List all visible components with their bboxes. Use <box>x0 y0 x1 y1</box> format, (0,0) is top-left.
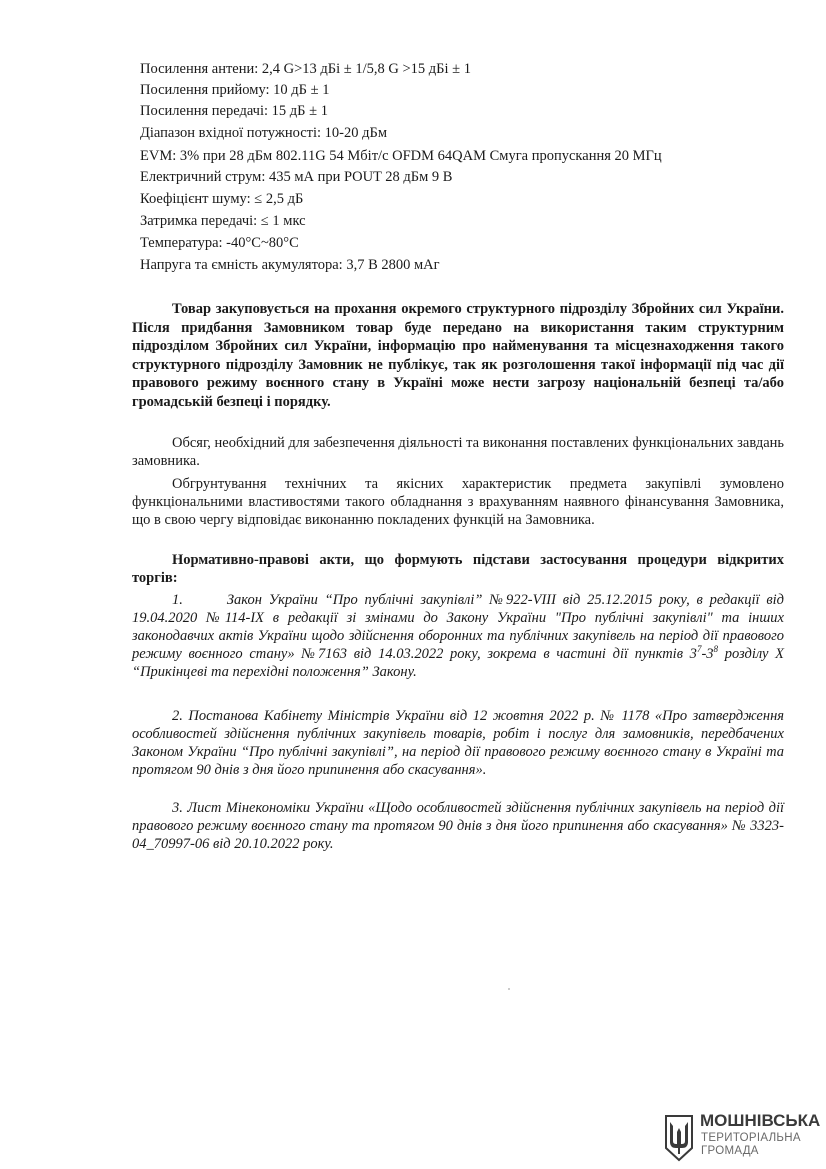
procurement-notice: Товар закуповується на прохання окремого структурного підрозділу Збройних сил України. Після придбання Замовником товар буде передано на використання таким структурним підрозділом Збройних сил України, інформацію про найменування та місцезнаходження такого структурного підрозділу Замовник не публікує, так як розголошення такої інформації під час дії правового режиму воєнного стану в Україні може нести загрозу національній безпеці та/або громадській безпеці і порядку. <box>132 301 784 410</box>
spec-transmit-gain: Посилення передачі: 15 дБ ± 1 <box>140 103 328 119</box>
spec-battery: Напруга та ємність акумулятора: 3,7 В 2800 мАг <box>140 257 440 273</box>
justification-paragraph: Обгрунтування технічних та якісних характеристик предмета закупівлі зумовлено функціональними властивостями такого обладнання з врахуванням наявного фінансування Замовника, що в свою чергу відповідає виконанню покладених функцій на Замовника. <box>132 476 784 528</box>
logo-title: МОШНІВСЬКА <box>700 1111 821 1130</box>
legal-act-item-1-dash: -3 <box>701 646 714 662</box>
legal-act-item-1 <box>132 591 784 681</box>
legal-act-item-1-text: Закон України “Про публічні закупівлі” №922-VIII від 25.12.2015 року, в редакції від 19.04.2020 №114-IX в редакції зі змінами до Закону України "Про публічні закупівлі" та інших законодавчих актів України щодо здійснення оборонних та публічних закупівель на період дії правового режиму воєнного стану» №7163 від 14.03.2022 року, зокрема в частині дії пунктів 3 <box>132 592 784 662</box>
spec-input-power-range: Діапазон вхідної потужності: 10-20 дБм <box>140 125 388 141</box>
spec-transmit-delay: Затримка передачі: ≤ 1 мкс <box>140 213 306 229</box>
spec-evm: EVM: 3% при 28 дБм 802.11G 54 Мбіт/с OFDM 64QAM Смуга пропускання 20 МГц <box>140 148 662 164</box>
trident-emblem-icon <box>664 1114 694 1162</box>
logo-subtitle-line-1: ТЕРИТОРІАЛЬНА <box>701 1132 801 1144</box>
scan-speck <box>508 988 510 990</box>
legal-act-item-2: 2. Постанова Кабінету Міністрів України від 12 жовтня 2022 р. № 1178 «Про затвердження особливостей здійснення публічних закупівель товарів, робіт і послуг для замовників, передбачених Законом України “Про публічні закупівлі”, на період дії правового режиму воєнного стану в Україні та протягом 90 днів з дня його припинення або скасування». <box>132 708 784 778</box>
superscript-8: 8 <box>713 644 719 655</box>
spec-antenna-gain: Посилення антени: 2,4 G>13 дБі ± 1/5,8 G >15 дБі ± 1 <box>140 61 471 77</box>
legal-act-item-1-number: 1. <box>172 592 183 608</box>
logo-subtitle-line-2: ГРОМАДА <box>701 1145 759 1157</box>
spec-current: Електричний струм: 435 мА при POUT 28 дБм 9 В <box>140 169 453 185</box>
community-logo <box>664 1111 821 1164</box>
legal-act-item-3: 3. Лист Мінекономіки України «Щодо особливостей здійснення публічних закупівель на період дії правового режиму воєнного стану та протягом 90 днів з дня його припинення або скасування» № 3323-04_70997-06 від 20.10.2022 року. <box>132 800 784 852</box>
volume-paragraph: Обсяг, необхідний для забезпечення діяльності та виконання поставлених функціональних завдань замовника. <box>132 435 784 469</box>
legal-act-item-1-tail: розділу X “Прикінцеві та перехідні положення” Закону. <box>132 646 784 680</box>
spec-noise-figure: Коефіцієнт шуму: ≤ 2,5 дБ <box>140 191 304 207</box>
legal-acts-heading: Нормативно-правові акти, що формують підстави застосування процедури відкритих торгів: <box>132 552 784 586</box>
spec-temperature: Температура: -40°C~80°C <box>140 235 299 251</box>
superscript-7: 7 <box>696 644 702 655</box>
spec-receive-gain: Посилення прийому: 10 дБ ± 1 <box>140 82 330 98</box>
